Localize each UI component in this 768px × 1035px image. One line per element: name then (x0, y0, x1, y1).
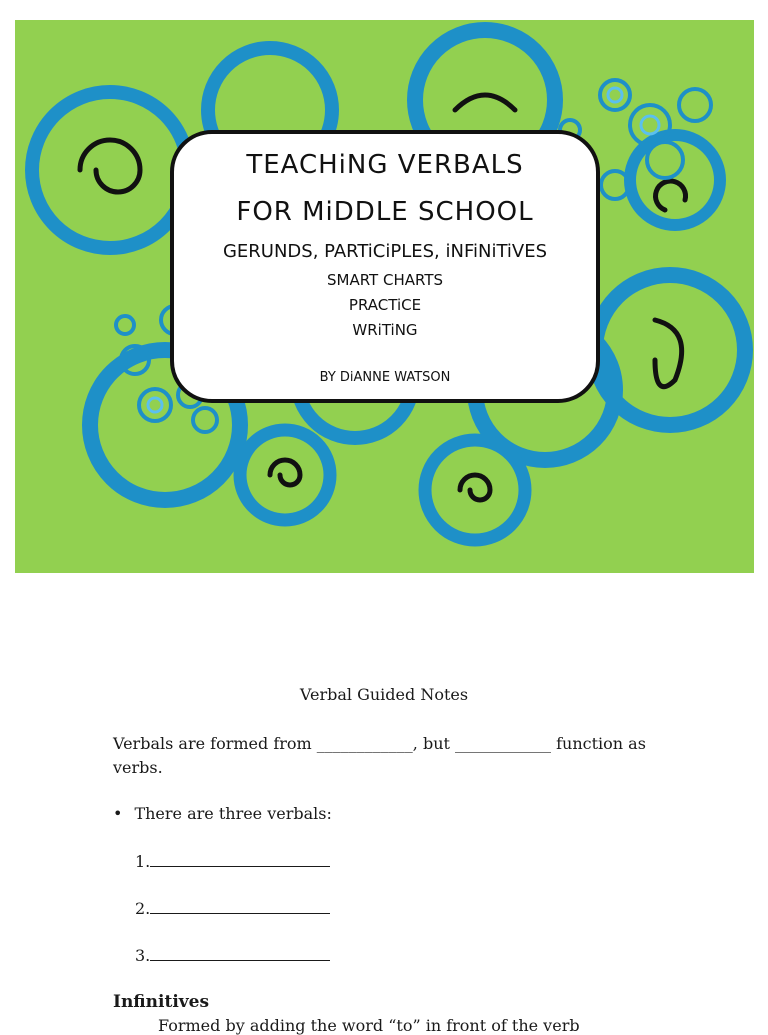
infinitives-definition: Formed by adding the word “to” in front of the verb (158, 1016, 580, 1035)
answer-blank (150, 946, 330, 961)
intro-text-end: function as verbs. (113, 734, 646, 777)
cover-item-writing: WRiTiNG (352, 321, 418, 339)
cover-item-smart-charts: SMART CHARTS (326, 271, 443, 289)
notes-title: Verbal Guided Notes (299, 685, 469, 704)
cover-title-line1: TEACHiNG VERBALS (246, 150, 524, 180)
list-item (135, 946, 330, 965)
answer-blank (150, 852, 330, 867)
intro-text-mid: , but (412, 734, 456, 753)
cover-subtitle: GERUNDS, PARTiCiPLES, iNFiNiTiVES (222, 241, 548, 262)
cover-illustration (15, 20, 754, 573)
list-number: 1. (135, 852, 151, 871)
intro-blank-2: ____________ (455, 734, 552, 753)
cover-title-line2: FOR MiDDLE SCHOOL (236, 197, 534, 227)
section-heading-infinitives: Infinitives (113, 992, 210, 1012)
bullet-item (113, 804, 332, 823)
bullet-text: There are three verbals: (134, 804, 332, 823)
intro-blank-1: ____________ (316, 734, 413, 753)
cover-item-practice: PRACTiCE (348, 296, 422, 314)
intro-paragraph (113, 732, 653, 780)
list-item (135, 899, 330, 918)
cover-author: BY DiANNE WATSON (319, 370, 451, 385)
intro-text-start: Verbals are formed from (113, 734, 317, 753)
answer-blank (150, 899, 330, 914)
list-item (135, 852, 330, 871)
title-card (170, 130, 600, 403)
bullet-icon: • (113, 804, 123, 823)
list-number: 2. (135, 899, 151, 918)
list-number: 3. (135, 946, 151, 965)
